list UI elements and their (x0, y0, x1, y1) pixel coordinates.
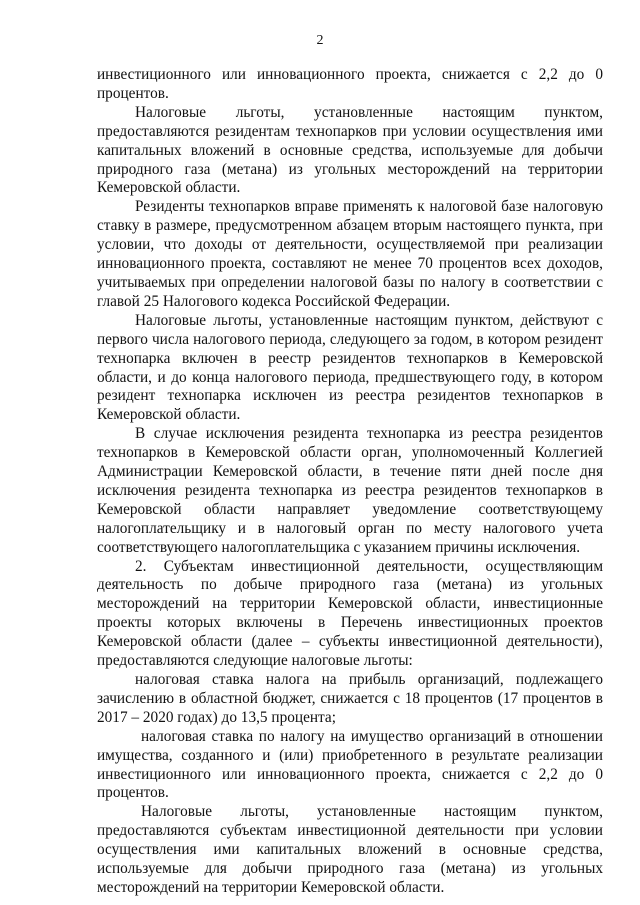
document-body (97, 66, 603, 898)
paragraph-9: Налоговые льготы, установленные настоящим пунктом, предоставляются субъектам инвестиционной деятельности при условии осуществления ими капитальных вложений в основные средства, используемые для добычи природного газа (метана) из угольных месторождений на территории Кемеровской области. (97, 803, 603, 896)
paragraph-4: Налоговые льготы, установленные настоящим пунктом, действуют с первого числа налогового периода, следующего за годом, в котором резидент технопарка включен в реестр резидентов технопарков в Кемеровской области, и до конца налогового периода, предшествующего году, в котором резидент технопарка исключен из реестра резидентов технопарков в Кемеровской области. (97, 311, 603, 424)
paragraph-7: налоговая ставка налога на прибыль организаций, подлежащего зачислению в областной бюджет, снижается с 18 процентов (17 процентов в 2017 – 2020 годах) до 13,5 процента; (97, 671, 603, 726)
paragraph-8: налоговая ставка по налогу на имущество организаций в отношении имущества, созданного и (или) приобретенного в результате реализации инвестиционного или инновационного проекта, снижается с 2,2 до 0 процентов. (97, 727, 603, 802)
paragraph-6: 2. Субъектам инвестиционной деятельности, осуществляющим деятельность по добыче природного газа (метана) из угольных месторождений на территории Кемеровской области, инвестиционные проекты которых включены в Перечень инвестиционных проектов Кемеровской области (далее – субъекты инвестиционной деятельности), предоставляются следующие налоговые льготы: (97, 557, 603, 670)
paragraph-2: Налоговые льготы, установленные настоящим пунктом, предоставляются резидентам технопарков при условии осуществления ими капитальных вложений в основные средства, используемые для добычи природного газа (метана) из угольных месторождений на территории Кемеровской области. (97, 103, 603, 197)
paragraph-3: Резиденты технопарков вправе применять к налоговой базе налоговую ставку в размере, предусмотренном абзацем вторым настоящего пункта, при условии, что доходы от деятельности, осуществляемой при реализации инновационного проекта, составляют не менее 70 процентов всех доходов, учитываемых при определении налоговой базы по налогу в соответствии с главой 25 Налогового кодекса Российской Федерации. (97, 198, 603, 310)
page-number: 2 (316, 33, 324, 48)
paragraph-5: В случае исключения резидента технопарка из реестра резидентов технопарков в Кемеровской области орган, уполномоченный Коллегией Администрации Кемеровской области, в течение пяти дней после дня исключения резидента технопарка из реестра резидентов технопарков в Кемеровской области направляет уведомление соответствующему налогоплательщику и в налоговый орган по месту налогового учета соответствующего налогоплательщика с указанием причины исключения. (97, 425, 603, 556)
paragraph-1: инвестиционного или инновационного проекта, снижается с 2,2 до 0 процентов. (97, 66, 603, 102)
